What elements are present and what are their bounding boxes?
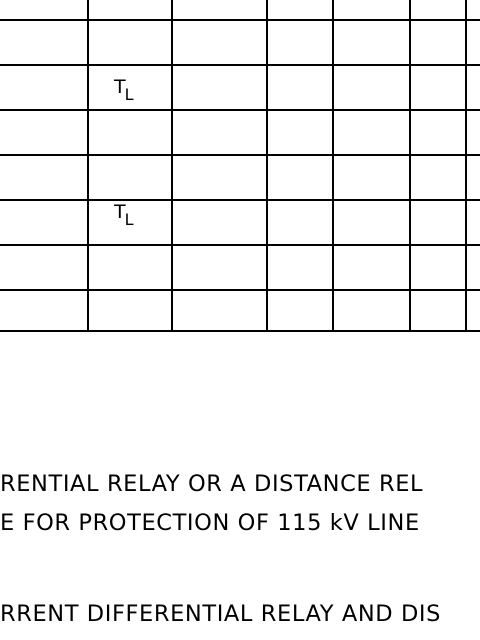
note-line: RRENT DIFFERENTIAL RELAY AND DIS xyxy=(0,601,441,627)
note-line: RENTIAL RELAY OR A DISTANCE REL xyxy=(0,471,424,497)
cell-label: T xyxy=(114,76,126,98)
cell-subscript: L xyxy=(124,85,134,104)
note-line: E FOR PROTECTION OF 115 kV LINE xyxy=(0,510,420,536)
cell-subscript: L xyxy=(124,210,134,229)
table-cell-tl xyxy=(114,201,135,229)
table-cell-tl xyxy=(114,76,135,104)
cell-label: T xyxy=(114,201,126,223)
